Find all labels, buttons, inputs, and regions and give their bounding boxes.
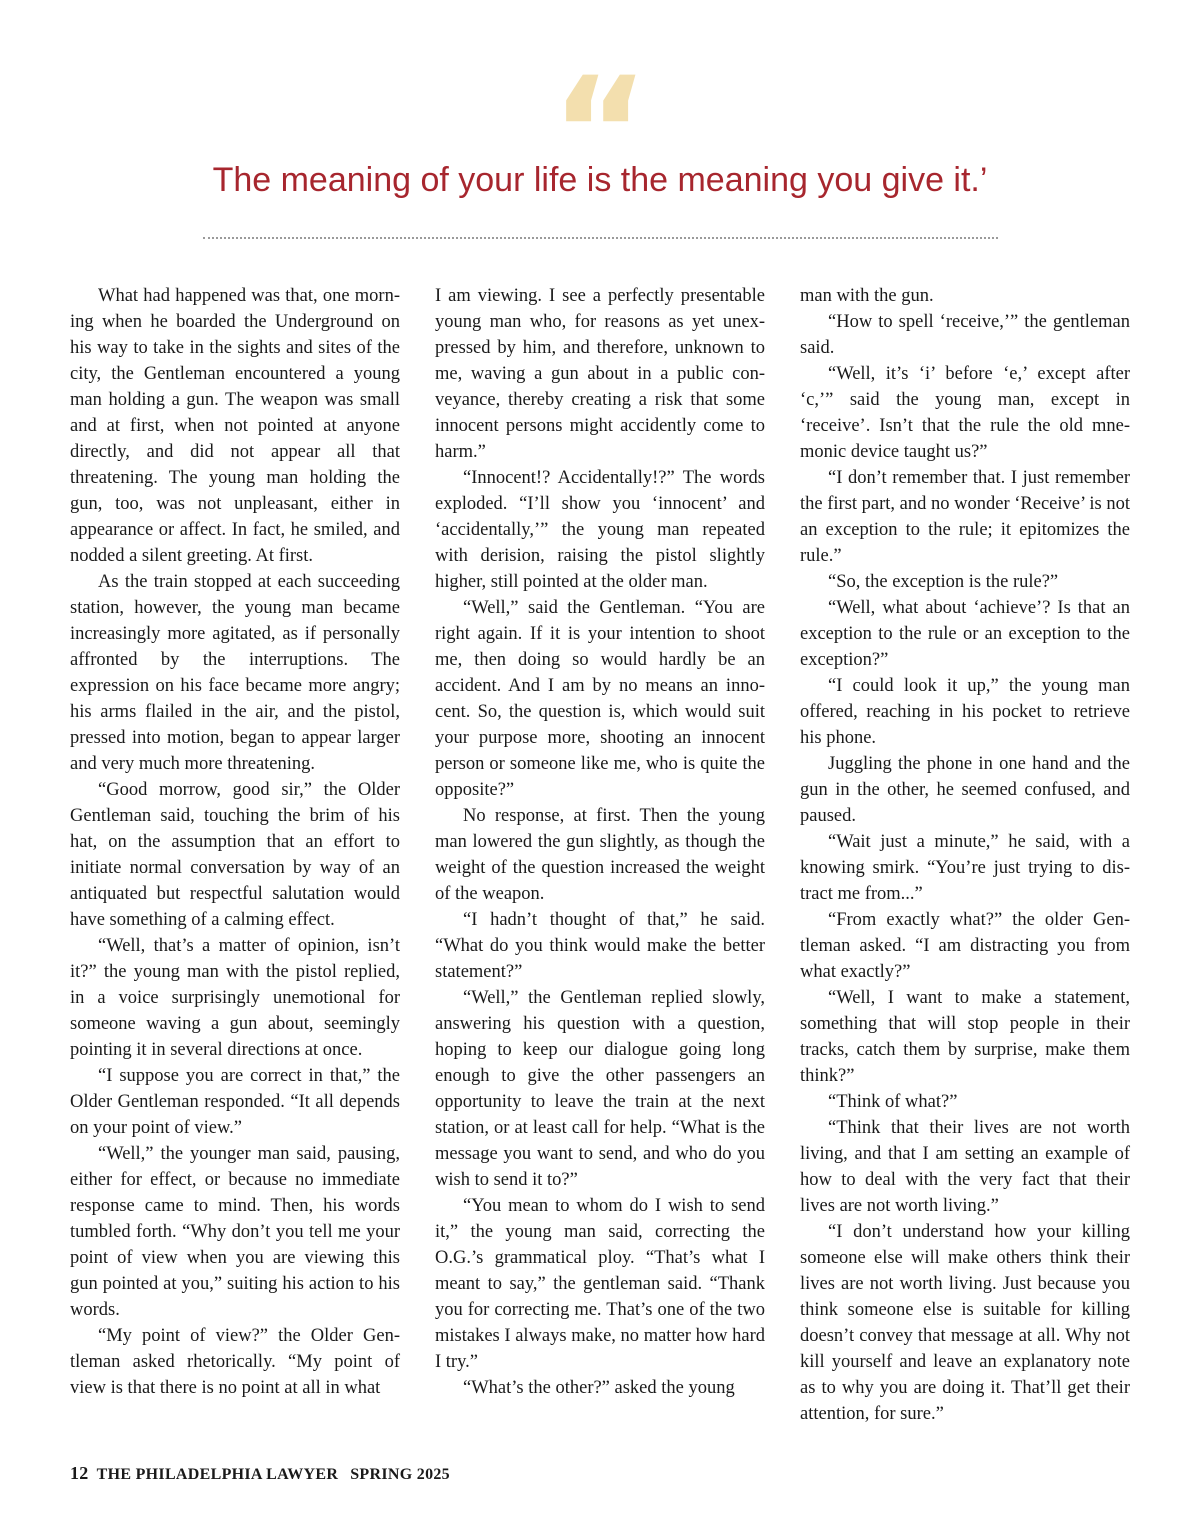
paragraph: “Well, it’s ‘i’ before ‘e,’ except after ‘c,’” said the young man, except in ‘receive’. Isn’t that the rule the old mnemonic device taught us?” [800,364,1130,462]
paragraph: “Well,” said the Gentleman. “You are right again. If it is your intention to shoot me, then doing so would hardly be an accident. And I am by no means an innocent. So, the question is, which would suit your purpose more, shooting an innocent person or someone like me, who is quite the opposite?” [435,598,765,800]
issue-date: SPRING 2025 [350,1466,450,1483]
paragraph: “You mean to whom do I wish to send it,” the young man said, correcting the O.G.’s grammatical ploy. “That’s what I meant to say,” the gentleman said. “Thank you for correcting me. That’s one of the two mistakes I always make, no matter how hard I try.” [435,1196,765,1372]
dotted-divider [203,237,998,239]
article-column-2 [435,283,765,1401]
paragraph: “So, the exception is the rule?” [828,572,1059,592]
article-column-1 [70,283,400,1401]
paragraph: “I don’t understand how your killing someone else will make others think their lives are not worth living. Just because you think someone else is suitable for killing doesn’t convey that message at all. Why not kill yourself and leave an explanatory note as to why you are doing it. That’ll get their attention, for sure.” [800,1222,1130,1424]
paragraph: “Think of what?” [828,1092,958,1112]
paragraph: “I hadn’t thought of that,” he said. “What do you think would make the better statement?” [435,910,765,982]
pull-quote: The meaning of your life is the meaning you give it.’ [212,161,988,199]
paragraph: “Think that their lives are not worth living, and that I am setting an example of how to deal with the very fact that their lives are not worth living.” [800,1118,1130,1216]
paragraph: What had happened was that, one morning when he boarded the Underground on his way to take in the sights and sites of the city, the Gentleman encountered a young man holding a gun. The weapon was small and at first, when not pointed at anyone directly, and did not appear all that threatening. The young man holding the gun, too, was not unpleasant, either in appearance or affect. In fact, he smiled, and nodded a silent greeting. At first. [70,286,400,566]
paragraph: “Well,” the Gentleman replied slowly, answering his question with a question, hoping to keep our dialogue going long enough to give the other passengers an opportunity to leave the train at the next station, or at least call for help. “What is the message you want to send, and who do you wish to send it to?” [435,988,765,1190]
paragraph: “Well, that’s a matter of opinion, isn’t it?” the young man with the pistol replied, in a voice surprisingly unemotional for someone waving a gun about, seemingly pointing it in several directions at once. [70,936,400,1060]
paragraph: “What’s the other?” asked the young [463,1378,735,1398]
paragraph: “From exactly what?” the older Gentleman asked. “I am distracting you from what exactly?” [800,910,1130,982]
paragraph: “I suppose you are correct in that,” the Older Gentleman responded. “It all depends on your point of view.” [70,1066,400,1138]
article-column-3 [800,283,1130,1427]
paragraph: “I could look it up,” the young man offered, reaching in his pocket to retrieve his phone. [800,676,1130,748]
paragraph: “Well, what about ‘achieve’? Is that an exception to the rule or an exception to the exception?” [800,598,1130,670]
publication-name: THE PHILADELPHIA LAWYER [96,1466,339,1483]
paragraph: “My point of view?” the Older Gentleman asked rhetorically. “My point of view is that there is no point at all in what [70,1326,400,1398]
paragraph: “Well,” the younger man said, pausing, either for effect, or because no immediate response came to mind. Then, his words tumbled forth. “Why don’t you tell me your point of view when you are viewing this gun pointed at you,” suiting his action to his words. [70,1144,400,1320]
page-number: 12 [70,1463,89,1483]
paragraph: “I don’t remember that. I just remember the first part, and no wonder ‘Receive’ is not an exception to the rule; it epitomizes the rule.” [800,468,1130,566]
paragraph: No response, at first. Then the young man lowered the gun slightly, as though the weight of the question increased the weight of the weapon. [435,806,765,904]
paragraph: As the train stopped at each succeeding station, however, the young man became increasingly more agitated, as if personally affronted by the interruptions. The expression on his face became more angry; his arms flailed in the air, and the pistol, pressed into motion, began to appear larger and very much more threatening. [70,572,400,774]
paragraph: Juggling the phone in one hand and the gun in the other, he seemed confused, and paused. [800,754,1130,826]
quote-mark-icon: “ [550,46,650,220]
paragraph: “How to spell ‘receive,’” the gentleman said. [800,312,1130,358]
paragraph: man with the gun. [800,286,934,306]
paragraph: “Well, I want to make a statement, something that will stop people in their tracks, catch them by surprise, make them think?” [800,988,1130,1086]
page-footer [70,1462,450,1486]
paragraph: “Innocent!? Accidentally!?” The words exploded. “I’ll show you ‘innocent’ and ‘accidentally,’” the young man repeated with derision, raising the pistol slightly higher, still pointed at the older man. [435,468,765,592]
paragraph: “Good morrow, good sir,” the Older Gentleman said, touching the brim of his hat, on the assumption that an effort to initiate normal conversation by way of an antiquated but respectful salutation would have something of a calming effect. [70,780,400,930]
paragraph: “Wait just a minute,” he said, with a knowing smirk. “You’re just trying to distract me from...” [800,832,1130,904]
paragraph: I am viewing. I see a perfectly presentable young man who, for reasons as yet unexpressed by him, and therefore, unknown to me, waving a gun about in a public conveyance, thereby creating a risk that some innocent persons might accidently come to harm.” [435,286,765,462]
